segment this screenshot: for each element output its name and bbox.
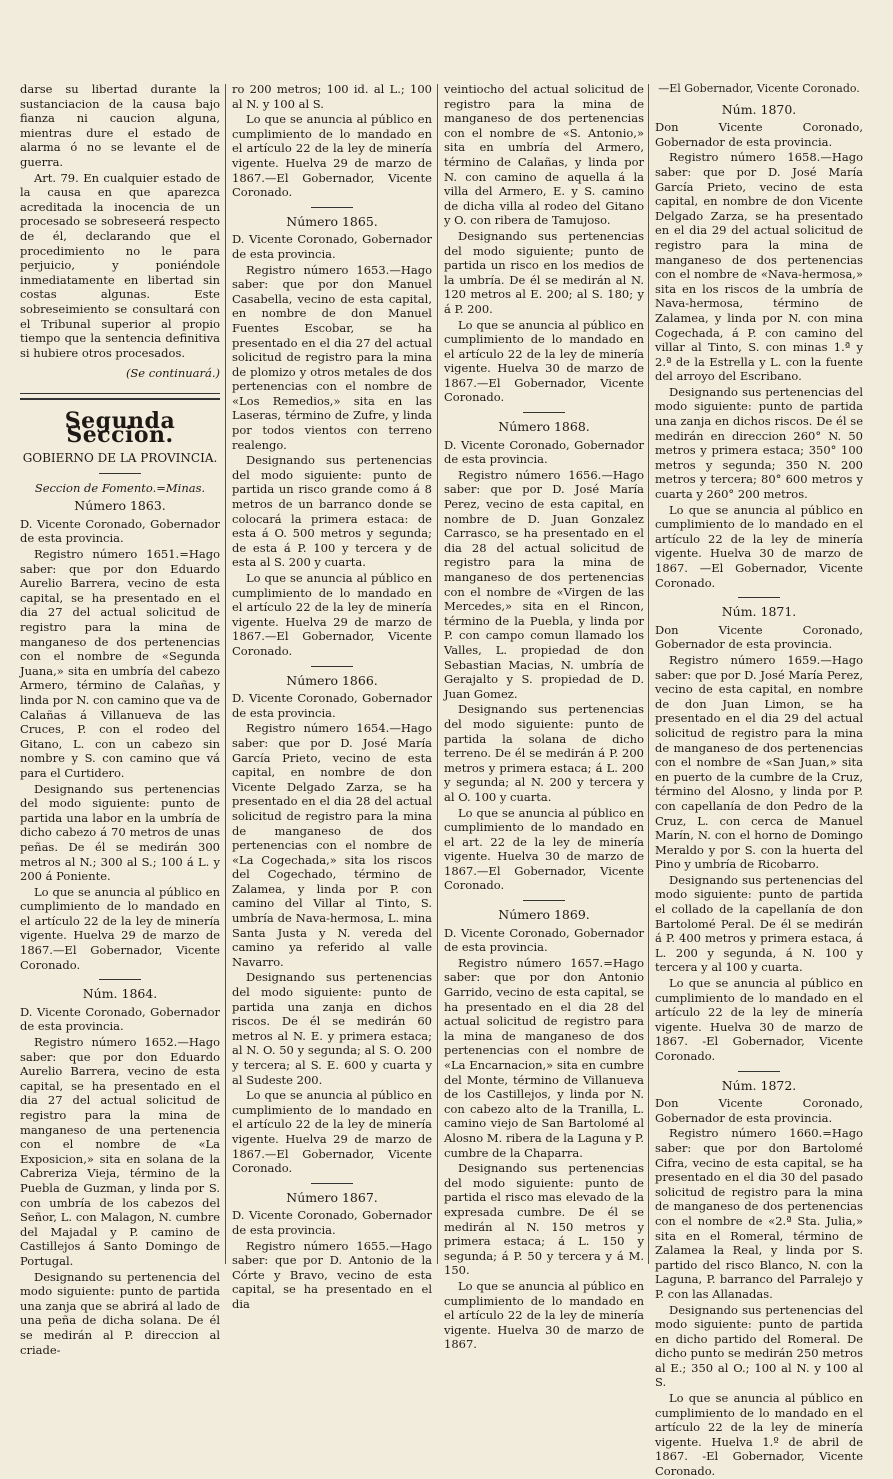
paragraph: Lo que se anuncia al público en cumplimiento de lo mandado en el art. 22 de la ley de minería vigente. Huelva 30 de marzo de 1867.—El Gobernador, Vicente Coronado. [444, 805, 644, 893]
notice-number: Número 1865. [286, 213, 378, 229]
column-rule [225, 84, 226, 1264]
paragraph: Designando sus pertenencias del modo siguiente: punto de partida un risco grande como á 8 metros de un barranco donde se colocará la primera estaca: de esta á O. 500 metros y segunda; de esta á P. 100 y tercera y de esta al S. 200 y cuarta. [232, 453, 432, 570]
paragraph: Designando sus pertenencias del modo siguiente: punto de partida una zanja en dichos riscos. De él se medirán 60 metros al N. E. y primera estaca; al N. O. 50 y segunda; al S. O. 200 y tercera; al S. E. 600 y cuarta y al Sudeste 200. [232, 970, 432, 1087]
notice-head: D. Vicente Coronado, Gobernador de esta provincia. [232, 691, 432, 720]
separator [311, 207, 353, 208]
notice-number: Número 1863. [74, 498, 166, 514]
column-2 [232, 82, 432, 1311]
paragraph: Registro número 1652.—Hago saber: que por don Eduardo Aurelio Barrera, vecino de esta capital, se ha presentado en el dia 27 del actual solicitud de registro para la mina de manganeso de una pertenencia con el nombre de «La Exposicion,» sita en solana de la Cabreriza Vieja, término de la Puebla de Guzman, y linda por S. con umbría de los cabezos del Señor, L. con Malagon, N. cumbre del Majadal y P. camino de Castillejos á Santo Domingo de Portugal. [20, 1035, 220, 1268]
section-rule [20, 393, 220, 400]
column-rule [437, 84, 438, 1264]
fomento-heading: Seccion de Fomento.=Minas. [34, 480, 206, 495]
separator [311, 666, 353, 667]
notice-head: D. Vicente Coronado, Gobernador de esta provincia. [444, 925, 644, 955]
notice-number: Número 1866. [286, 672, 378, 688]
paragraph: Designando sus pertenencias del modo siguiente: punto de partida el collado de la capellanía de don Bartolomé Peral. De él se medirán á P. 400 metros y primera estaca, á L. 200 y segunda, á N. 100 y tercera y al 100 y cuarta. [655, 872, 863, 975]
paragraph: Registro número 1651.=Hago saber: que por don Eduardo Aurelio Barrera, vecino de esta capital, se ha presentado en el dia 27 del actual solicitud de registro para la mina de manganeso de dos pertenencias con el nombre de «Segunda Juana,» sita en umbría del cabezo Armero, término de Calañas, y linda por N. con camino que va de Calañas á Villanueva de las Cruces, P. con el rodeo del Gitano, L. con un cabezo sin nombre y S. con camino que vá para el Curtidero. [20, 547, 220, 780]
column-3 [444, 82, 644, 1352]
paragraph: ro 200 metros; 100 id. al L.; 100 al N. y 100 al S. [232, 82, 432, 111]
notice-number: Número 1869. [498, 907, 590, 923]
notice-head: D. Vicente Coronado, Gobernador de esta provincia. [20, 516, 220, 546]
notice-head: D. Vicente Coronado, Gobernador de esta provincia. [20, 1004, 220, 1034]
paragraph: Lo que se anuncia al público en cumplimiento de lo mandado en el artículo 22 de la ley de minería vigente. Huelva 29 de marzo de 1867.—El Gobernador, Vicente Coronado. [20, 884, 220, 972]
notice-head: D. Vicente Coronado, Gobernador de esta provincia. [444, 437, 644, 467]
separator [738, 1071, 780, 1072]
paragraph: Registro número 1657.=Hago saber: que por don Antonio Garrido, vecino de esta capital, se ha presentado en el dia 28 del actual solicitud de registro para la mina de manganeso de dos pertenencias con el nombre de «La Encarnacion,» sita en cumbre del Monte, término de Villanueva de los Castillejos, y linda por N. con cabezo alto de la Tranilla, L. camino viejo de San Bartolomé al Alosno M. ribera de la Laguna y P. cumbre de la Chaparra. [444, 955, 644, 1160]
paragraph: Designando sus pertenencias del modo siguiente: punto de partida la solana de dicho terreno. De él se medirán á P. 200 metros y primera estaca; á L. 200 y segunda; al N. 200 y tercera y al O. 100 y cuarta. [444, 702, 644, 804]
section-title: Segunda Seccion. [64, 407, 176, 449]
paragraph: Lo que se anuncia al público en cumplimiento de lo mandado en el artículo 22 de la ley de minería vigente. Huelva 30 de marzo de 1867. -El Gobernador, Vicente Coronado. [655, 976, 863, 1063]
column-rule [648, 84, 649, 1264]
notice-head: Don Vicente Coronado, Gobernador de esta provincia. [655, 1096, 863, 1125]
notice-number: Núm. 1872. [721, 1077, 797, 1093]
paragraph: Designando sus pertenencias del modo siguiente; punto de partida un risco en los medios de la umbría. De él se medirán al N. 120 metros al E. 200; al S. 180; y á P. 200. [444, 228, 644, 316]
paragraph: Registro número 1654.—Hago saber: que por D. José María García Prieto, vecino de esta capital, en nombre de don Vicente Delgado Zarza, se ha presentado en el dia 28 del actual solicitud de registro para la mina de manganeso de dos pertenencias con el nombre de «La Cogechada,» sita los riscos del Cogechado, término de Zalamea, y linda por P. con camino del Villar al Tinto, S. umbría de Nava-hermosa, L. mina Santa Justa y N. vereda del camino ya referido al valle Navarro. [232, 721, 432, 969]
paragraph: Lo que se anuncia al público en cumplimiento de lo mandado en el artículo 22 de la ley de minería vigente. Huelva 30 de marzo de 1867. —El Gobernador, Vicente Coronado. [655, 502, 863, 590]
paragraph: veintiocho del actual solicitud de registro para la mina de manganeso de dos pertenencias con el nombre de «S. Antonio,» sita en umbría del Armero, término de Calañas, y linda por N. con camino de aquella á la villa del Armero, E. y S. camino de dicha villa al rodeo del Gitano y O. con ribera de Tamujoso. [444, 82, 644, 228]
paragraph: Lo que se anuncia al público en cumplimiento de lo mandado en el artículo 22 de la ley de minería vigente. Huelva 30 de marzo de 1867.—El Gobernador, Vicente Coronado. [444, 317, 644, 405]
column-4 [655, 82, 863, 1479]
notice-number: Núm. 1864. [82, 986, 158, 1002]
paragraph: darse su libertad durante la sustanciacion de la causa bajo fianza ni caucion alguna, mientras dure el estado de alarma ó no se levante el de guerra. [20, 82, 220, 169]
paragraph: Registro número 1655.—Hago saber: que por D. Antonio de la Córte y Bravo, vecino de esta capital, se ha presentado en el dia [232, 1238, 432, 1311]
separator [523, 412, 565, 413]
separator [523, 900, 565, 901]
notice-number: Núm. 1871. [721, 604, 797, 620]
paragraph: —El Gobernador, Vicente Coronado. [658, 82, 860, 95]
separator [311, 1183, 353, 1184]
paragraph: Registro número 1659.—Hago saber: que por D. José María Perez, vecino de esta capital, en nombre de don Juan Limon, se ha presentado en el dia 29 del actual solicitud de registro para la mina de manganeso de dos pertenencias con el nombre de «San Juan,» sita en puerto de la cumbre de la Cruz, término del Alosno, y linda por P. con capellanía de don Pedro de la Cruz, L. con cerca de Manuel Marín, N. con el horno de Domingo Meraldo y por S. con la huerta del Pino y umbría de Ricobarro. [655, 652, 863, 872]
paragraph: Lo que se anuncia al público en cumplimiento de lo mandado en el artículo 22 de la ley de minería vigente. Huelva 30 de marzo de 1867. [444, 1278, 644, 1352]
column-1 [20, 82, 220, 1357]
paragraph: Designando sus pertenencias del modo siguiente: punto de partida el risco mas elevado de la expresada cumbre. De él se medirán al N. 150 metros y primera estaca; á L. 150 y segunda; á P. 50 y tercera y á M. 150. [444, 1161, 644, 1278]
paragraph: Lo que se anuncia al público en cumplimiento de lo mandado en el artículo 22 de la ley de minería vigente. Huelva 29 de marzo de 1867.—El Gobernador, Vicente Coronado. [232, 1088, 432, 1176]
paragraph: Designando sus pertenencias del modo siguiente: punto de partida una labor en la umbría de dicho cabezo á 70 metros de unas peñas. De él se medirán 300 metros al N.; 300 al S.; 100 á L. y 200 á Poniente. [20, 781, 220, 884]
paragraph: Registro número 1656.—Hago saber: que por D. José María Perez, vecino de esta capital, en nombre de D. Juan Gonzalez Carrasco, se ha presentado en el dia 28 del actual solicitud de registro para la mina de manganeso de dos pertenencias con el nombre de «Virgen de las Mercedes,» sita en el Rincon, término de la Puebla, y linda por P. con campo comun llamado los Valles, L. propiedad de don Sebastian Macias, N. umbría de Gerajalto y S. propiedad de D. Juan Gomez. [444, 467, 644, 701]
paragraph: Designando sus pertenencias del modo siguiente: punto de partida en dicho partido del Romeral. De dicho punto se medirán 250 metros al E.; 350 al O.; 100 al N. y 100 al S. [655, 1302, 863, 1390]
paragraph: Registro número 1660.=Hago saber: que por don Bartolomé Cifra, vecino de esta capital, se ha presentado en el dia 30 del pasado solicitud de registro para la mina de manganeso de dos pertenencias con el nombre de «2.ª Sta. Julia,» sita en el Romeral, término de Zalamea la Real, y linda por S. partido del risco Blanco, N. con la Laguna, P. barranco del Parralejo y P. con las Allanadas. [655, 1126, 863, 1301]
notice-head: Don Vicente Coronado, Gobernador de esta provincia. [655, 120, 863, 149]
paragraph: Lo que se anuncia al público en cumplimiento de lo mandado en el artículo 22 de la ley de minería vigente. Huelva 29 de marzo de 1867.—El Gobernador, Vicente Coronado. [232, 112, 432, 200]
continued-note: (Se continuará.) [125, 366, 220, 381]
separator [99, 473, 141, 474]
notice-head: D. Vicente Coronado, Gobernador de esta provincia. [232, 1208, 432, 1237]
notice-head: Don Vicente Coronado, Gobernador de esta provincia. [655, 622, 863, 652]
government-heading: GOBIERNO DE LA PROVINCIA. [22, 451, 218, 466]
separator [738, 597, 780, 598]
notice-head: D. Vicente Coronado, Gobernador de esta provincia. [232, 232, 432, 261]
article-79: Art. 79. En cualquier estado de la causa en que aparezca acreditada la inocencia de un procesado se sobreseerá respecto de él, declarando que el procedimiento no le para perjuicio, y poniéndole inmediatamente en libertad sin costas algunas. Este sobreseimiento se consultará con el Tribunal superior al propio tiempo que la sentencia definitiva si hubiere otros procesados. [20, 170, 220, 360]
separator [99, 979, 141, 980]
paragraph: Registro número 1653.—Hago saber: que por don Manuel Casabella, vecino de esta capital, en nombre de don Manuel Fuentes Escobar, se ha presentado en el dia 27 del actual solicitud de registro para la mina de plomizo y otros metales de dos pertenencias con el nombre de «Los Remedios,» sita en las Laseras, término de Zufre, y linda por todos vientos con terreno realengo. [232, 262, 432, 452]
notice-number: Número 1867. [286, 1189, 378, 1205]
notice-number: Número 1868. [498, 419, 590, 435]
paragraph: Lo que se anuncia al público en cumplimiento de lo mandado en el artículo 22 de la ley de minería vigente. Huelva 1.º de abril de 1867. -El Gobernador, Vicente Coronado. [655, 1391, 863, 1479]
paragraph: Registro número 1658.—Hago saber: que por D. José María García Prieto, vecino de esta capital, en nombre de don Vicente Delgado Zarza, se ha presentado en el dia 29 del actual solicitud de registro para la mina de manganeso de dos pertenencias con el nombre de «Nava-hermosa,» sita en los riscos de la umbría de Nava-hermosa, término de Zalamea, y linda por N. con mina Cogechada, á P. con camino del villar al Tinto, S. con minas 1.ª y 2.ª de la Estrella y L. con la fuente del arroyo del Escribano. [655, 150, 863, 384]
paragraph: Designando sus pertenencias del modo siguiente: punto de partida una zanja en dichos riscos. De él se medirán en direccion 260° N. 50 metros y primera estaca; 350° 100 metros y segunda; 350 N. 200 metros y tercera; 80° 600 metros y cuarta y 260° 200 metros. [655, 384, 863, 502]
paragraph: Lo que se anuncia al público en cumplimiento de lo mandado en el artículo 22 de la ley de minería vigente. Huelva 29 de marzo de 1867.—El Gobernador, Vicente Coronado. [232, 571, 432, 658]
notice-number: Núm. 1870. [721, 101, 797, 117]
paragraph: Designando su pertenencia del modo siguiente: punto de partida una zanja que se abrirá al lado de una peña de dicha solana. De él se medirán al P. direccion al criade- [20, 1269, 220, 1357]
